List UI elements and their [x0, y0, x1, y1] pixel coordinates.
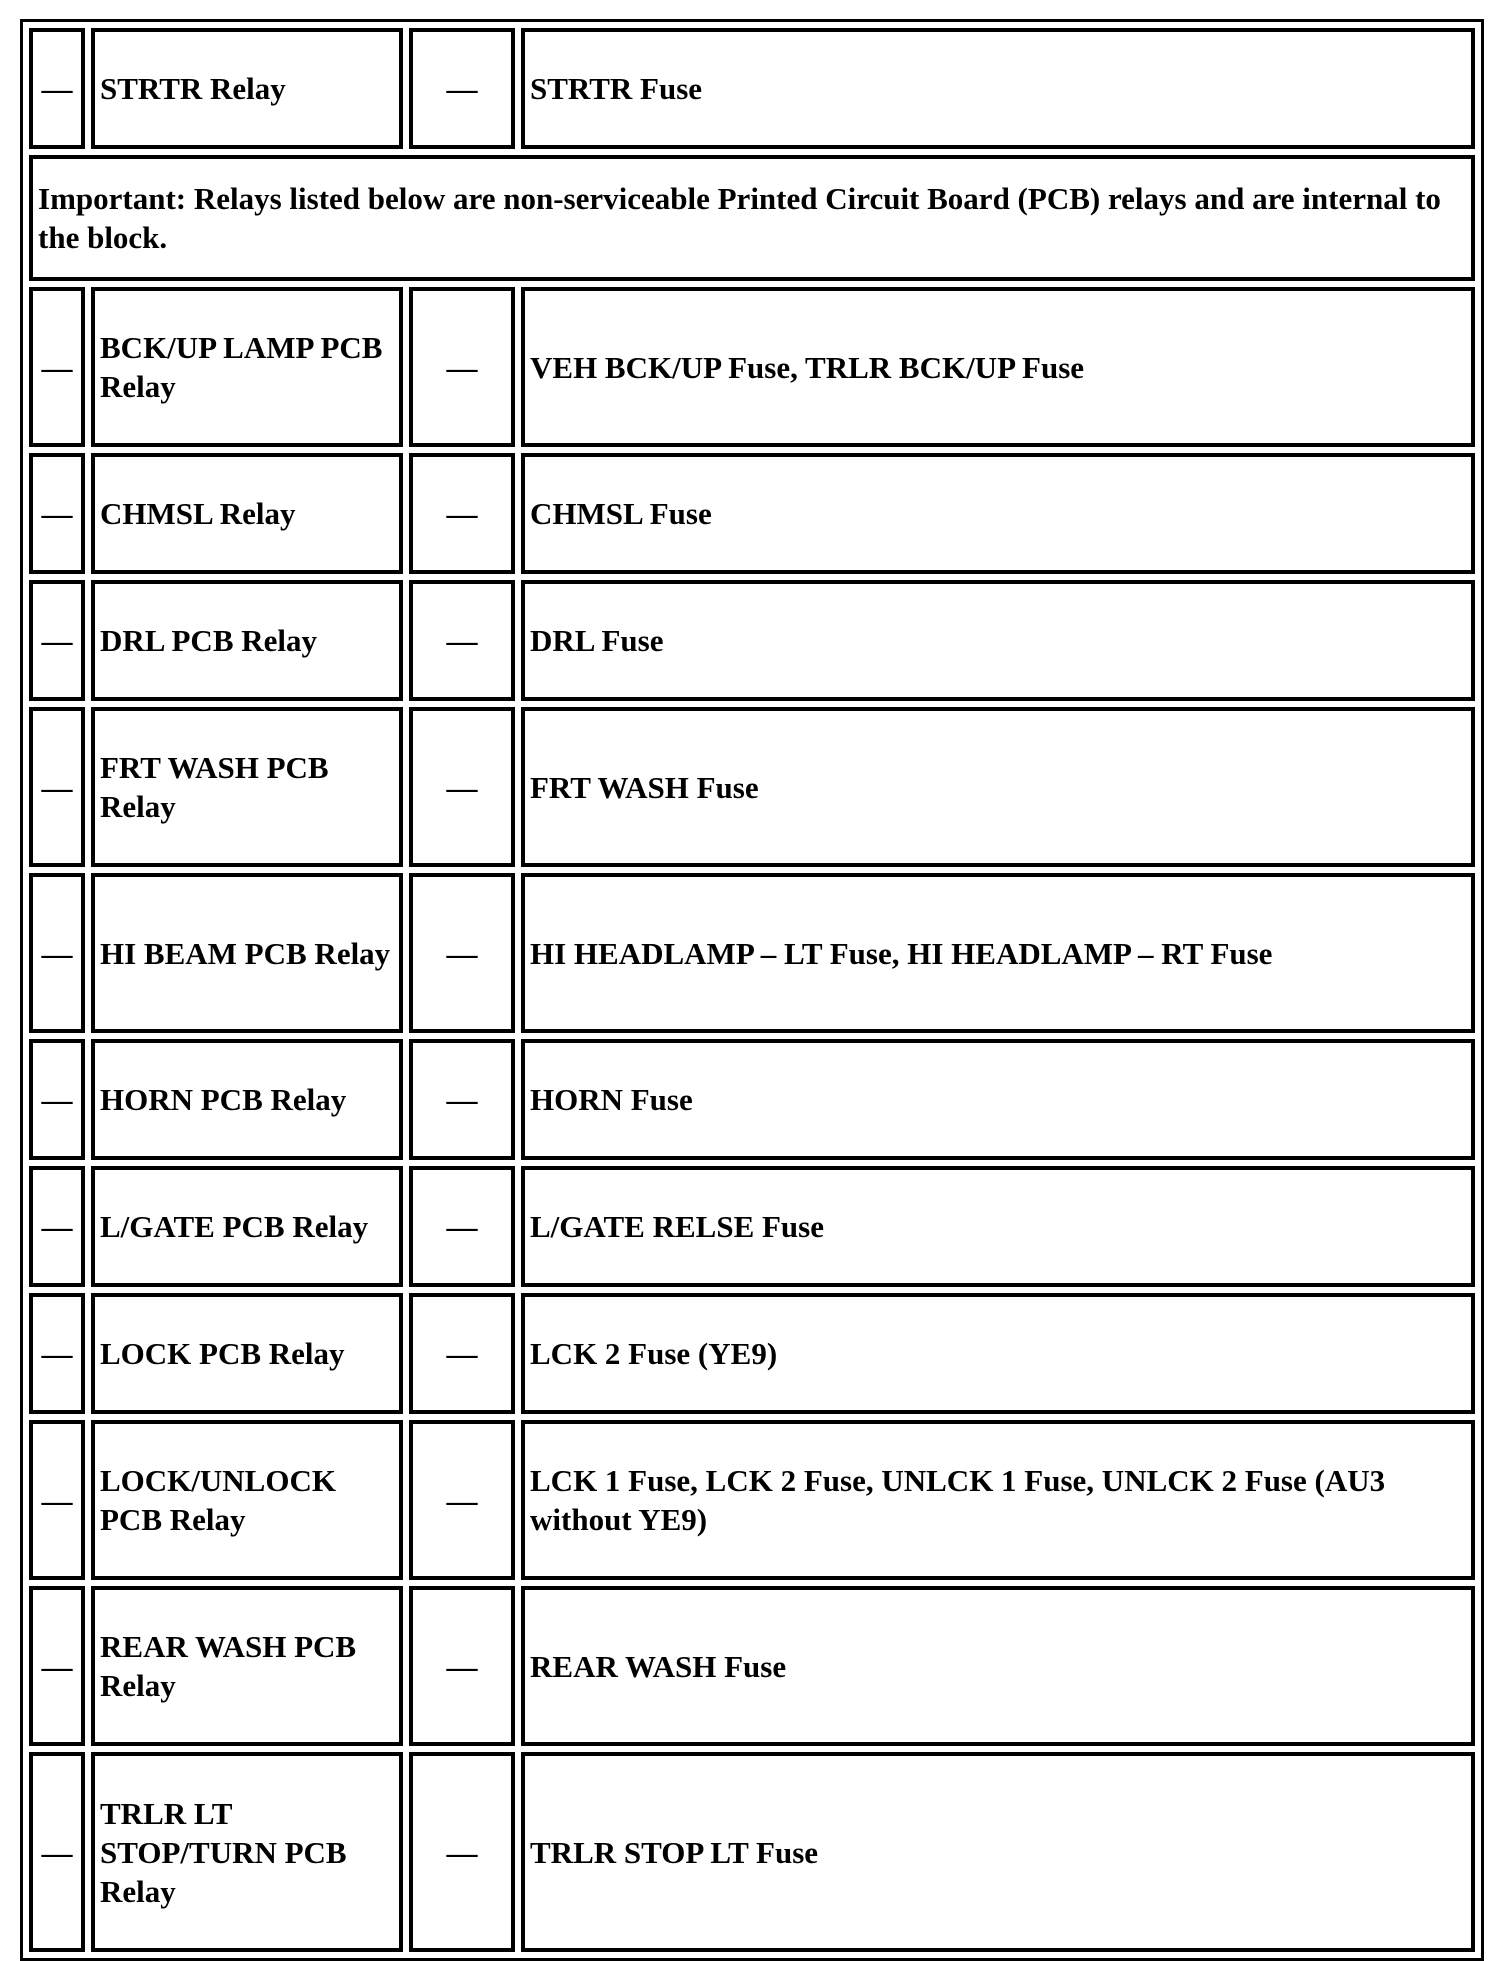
fuse-name-cell: REAR WASH Fuse — [521, 1586, 1475, 1746]
dash-cell: — — [409, 580, 515, 701]
relay-name-cell: HI BEAM PCB Relay — [91, 873, 403, 1033]
dash-cell: — — [409, 1293, 515, 1414]
table-row — [29, 1293, 1475, 1414]
dash-cell: — — [29, 1039, 85, 1160]
table-row-note — [29, 155, 1475, 281]
dash-cell: — — [29, 1586, 85, 1746]
dash-cell: — — [29, 1293, 85, 1414]
relay-name-cell: L/GATE PCB Relay — [91, 1166, 403, 1287]
relay-name-cell: FRT WASH PCB Relay — [91, 707, 403, 867]
fuse-name-cell: DRL Fuse — [521, 580, 1475, 701]
dash-cell: — — [29, 580, 85, 701]
table-row — [29, 707, 1475, 867]
dash-cell: — — [29, 707, 85, 867]
fuse-name-cell: LCK 2 Fuse (YE9) — [521, 1293, 1475, 1414]
relay-name-cell: CHMSL Relay — [91, 453, 403, 574]
dash-cell: — — [409, 1420, 515, 1580]
dash-cell: — — [29, 1166, 85, 1287]
dash-cell: — — [409, 1586, 515, 1746]
table-row — [29, 1039, 1475, 1160]
fuse-name-cell: HI HEADLAMP – LT Fuse, HI HEADLAMP – RT Fuse — [521, 873, 1475, 1033]
dash-cell: — — [29, 28, 85, 149]
fuse-name-cell: TRLR STOP LT Fuse — [521, 1752, 1475, 1952]
table-row — [29, 1166, 1475, 1287]
table-row — [29, 453, 1475, 574]
table-row — [29, 28, 1475, 149]
dash-cell: — — [409, 287, 515, 447]
table-row — [29, 287, 1475, 447]
table-row — [29, 873, 1475, 1033]
dash-cell: — — [409, 1752, 515, 1952]
dash-cell: — — [29, 1752, 85, 1952]
relay-name-cell: STRTR Relay — [91, 28, 403, 149]
relay-name-cell: HORN PCB Relay — [91, 1039, 403, 1160]
relay-name-cell: BCK/UP LAMP PCB Relay — [91, 287, 403, 447]
table-row — [29, 1752, 1475, 1952]
dash-cell: — — [29, 287, 85, 447]
dash-cell: — — [29, 1420, 85, 1580]
relay-name-cell: TRLR LT STOP/TURN PCB Relay — [91, 1752, 403, 1952]
table-row — [29, 1586, 1475, 1746]
fuse-relay-table — [23, 22, 1481, 1958]
fuse-name-cell: LCK 1 Fuse, LCK 2 Fuse, UNLCK 1 Fuse, UNLCK 2 Fuse (AU3 without YE9) — [521, 1420, 1475, 1580]
dash-cell: — — [409, 707, 515, 867]
table-row — [29, 1420, 1475, 1580]
fuse-name-cell: CHMSL Fuse — [521, 453, 1475, 574]
fuse-name-cell: L/GATE RELSE Fuse — [521, 1166, 1475, 1287]
relay-name-cell: REAR WASH PCB Relay — [91, 1586, 403, 1746]
fuse-name-cell: FRT WASH Fuse — [521, 707, 1475, 867]
table-row — [29, 580, 1475, 701]
dash-cell: — — [409, 28, 515, 149]
dash-cell: — — [29, 873, 85, 1033]
fuse-name-cell: STRTR Fuse — [521, 28, 1475, 149]
dash-cell: — — [409, 453, 515, 574]
dash-cell: — — [409, 1166, 515, 1287]
fuse-name-cell: HORN Fuse — [521, 1039, 1475, 1160]
dash-cell: — — [29, 453, 85, 574]
relay-name-cell: LOCK/UNLOCK PCB Relay — [91, 1420, 403, 1580]
relay-name-cell: LOCK PCB Relay — [91, 1293, 403, 1414]
fuse-name-cell: VEH BCK/UP Fuse, TRLR BCK/UP Fuse — [521, 287, 1475, 447]
relay-name-cell: DRL PCB Relay — [91, 580, 403, 701]
dash-cell: — — [409, 873, 515, 1033]
important-note: Important: Relays listed below are non-serviceable Printed Circuit Board (PCB) relays and are internal to the block. — [29, 155, 1475, 281]
dash-cell: — — [409, 1039, 515, 1160]
fuse-relay-table-frame — [20, 19, 1484, 1961]
